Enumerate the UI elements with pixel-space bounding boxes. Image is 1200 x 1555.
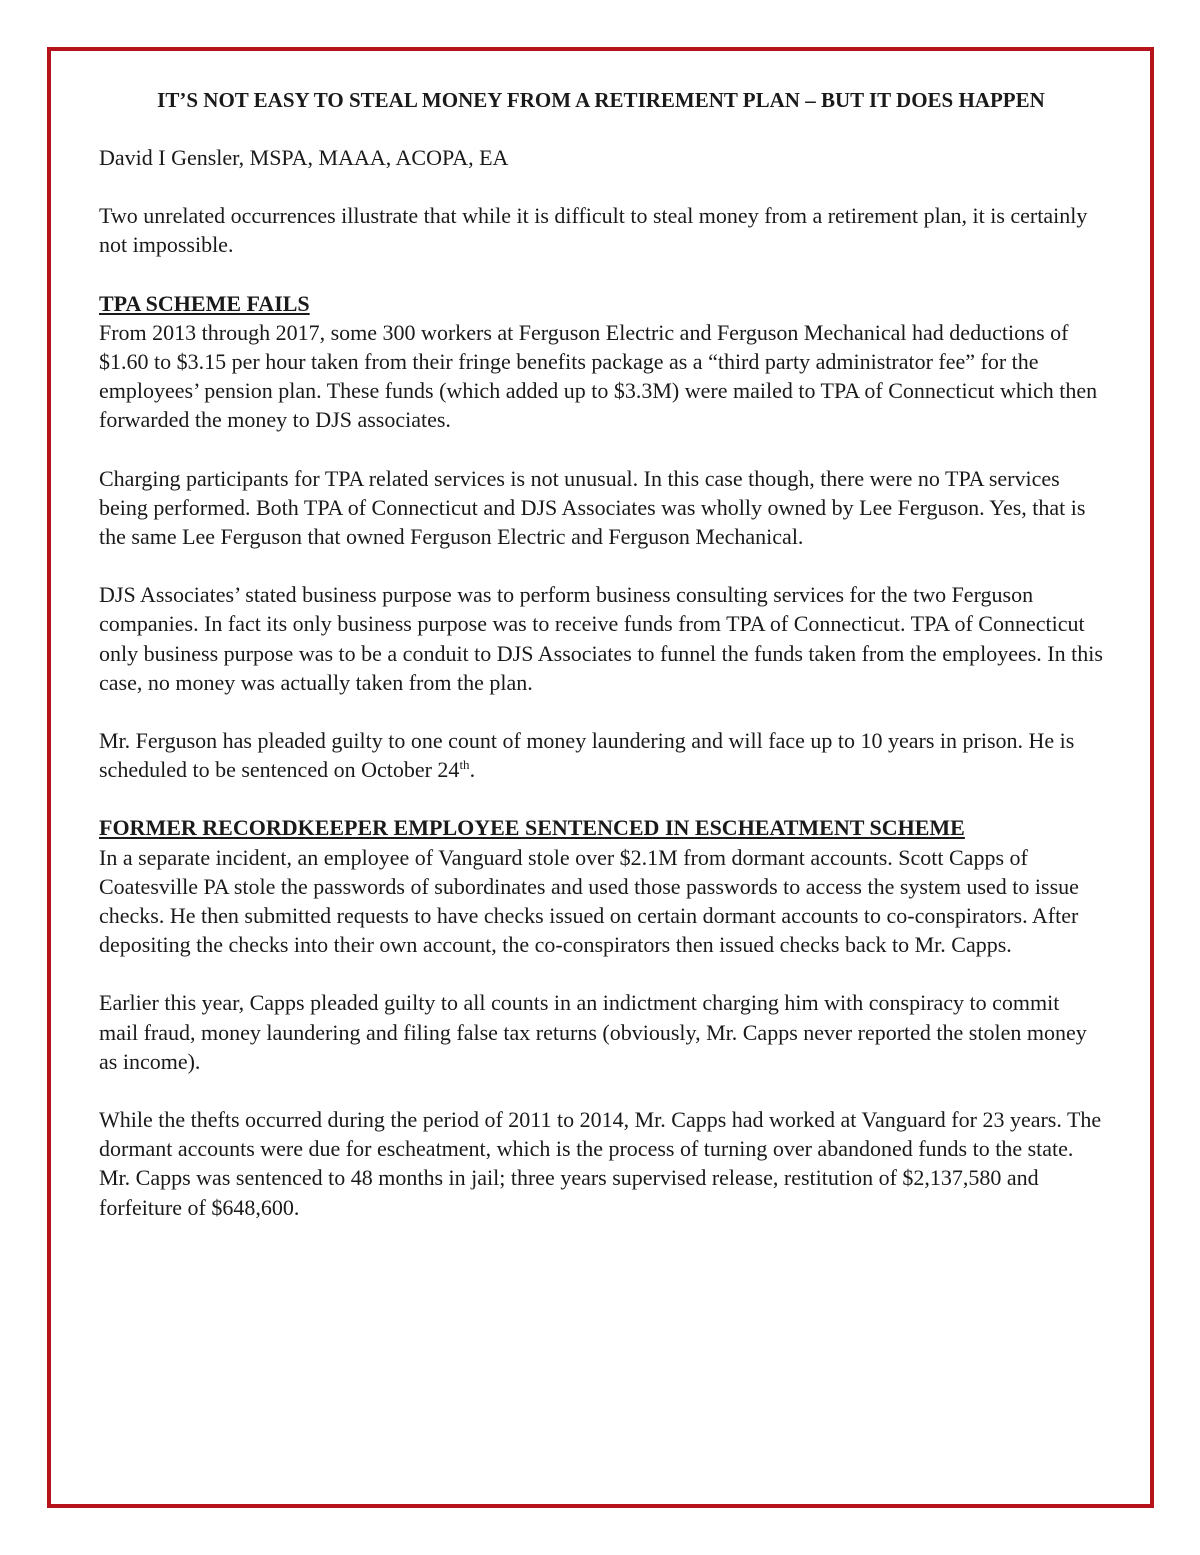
- paragraph: In a separate incident, an employee of Vanguard stole over $2.1M from dormant accounts. Scott Capps of Coatesville PA stole the passwords of subordinates and used those passwords to access the system used to issue checks. He then submitted requests to have checks issued on certain dormant accounts to co-conspirators. After depositing the checks into their own account, the co-conspirators then issued checks back to Mr. Capps.: [99, 844, 1079, 958]
- ordinal-suffix: th: [459, 757, 470, 773]
- paragraph: [99, 726, 1103, 784]
- section-heading: TPA SCHEME FAILS: [99, 290, 310, 316]
- document-body: [99, 86, 1103, 1251]
- section-tpa-scheme: [99, 289, 1103, 435]
- section-heading: FORMER RECORDKEEPER EMPLOYEE SENTENCED IN ESCHEATMENT SCHEME: [99, 815, 965, 841]
- paragraph-end: .: [469, 757, 476, 783]
- section-recordkeeper: [99, 813, 1103, 959]
- intro-paragraph: Two unrelated occurrences illustrate that while it is difficult to steal money from a retirement plan, it is certainly not impossible.: [99, 203, 1088, 258]
- paragraph: DJS Associates’ stated business purpose was to perform business consulting services for the two Ferguson companies. In fact its only business purpose was to receive funds from TPA of Connecticut. TPA of Connecticut only business purpose was to be a conduit to DJS Associates to funnel the funds taken from the employees. In this case, no money was actually taken from the plan.: [99, 582, 1103, 695]
- paragraph-text: Mr. Ferguson has pleaded guilty to one count of money laundering and will face up to 10 years in prison. He is scheduled to be sentenced on October 24: [99, 728, 1075, 783]
- paragraph: Charging participants for TPA related services is not unusual. In this case though, there were no TPA services being performed. Both TPA of Connecticut and DJS Associates was wholly owned by Lee Ferguson. Yes, that is the same Lee Ferguson that owned Ferguson Electric and Ferguson Mechanical.: [99, 465, 1086, 550]
- paragraph: From 2013 through 2017, some 300 workers at Ferguson Electric and Ferguson Mechanical had deductions of $1.60 to $3.15 per hour taken from their fringe benefits package as a “third party administrator fee” for the employees’ pension plan. These funds (which added up to $3.3M) were mailed to TPA of Connecticut which then forwarded the money to DJS associates.: [99, 319, 1098, 433]
- paragraph: Earlier this year, Capps pleaded guilty to all counts in an indictment charging him with conspiracy to commit mail fraud, money laundering and filing false tax returns (obviously, Mr. Capps never reported the stolen money as income).: [99, 990, 1087, 1074]
- document-title: IT’S NOT EASY TO STEAL MONEY FROM A RETIREMENT PLAN – BUT IT DOES HAPPEN: [157, 88, 1045, 112]
- paragraph: While the thefts occurred during the period of 2011 to 2014, Mr. Capps had worked at Vanguard for 23 years. The dormant accounts were due for escheatment, which is the process of turning over abandoned funds to the state. Mr. Capps was sentenced to 48 months in jail; three years supervised release, restitution of $2,137,580 and forfeiture of $648,600.: [99, 1107, 1102, 1220]
- author-line: David I Gensler, MSPA, MAAA, ACOPA, EA: [99, 145, 509, 170]
